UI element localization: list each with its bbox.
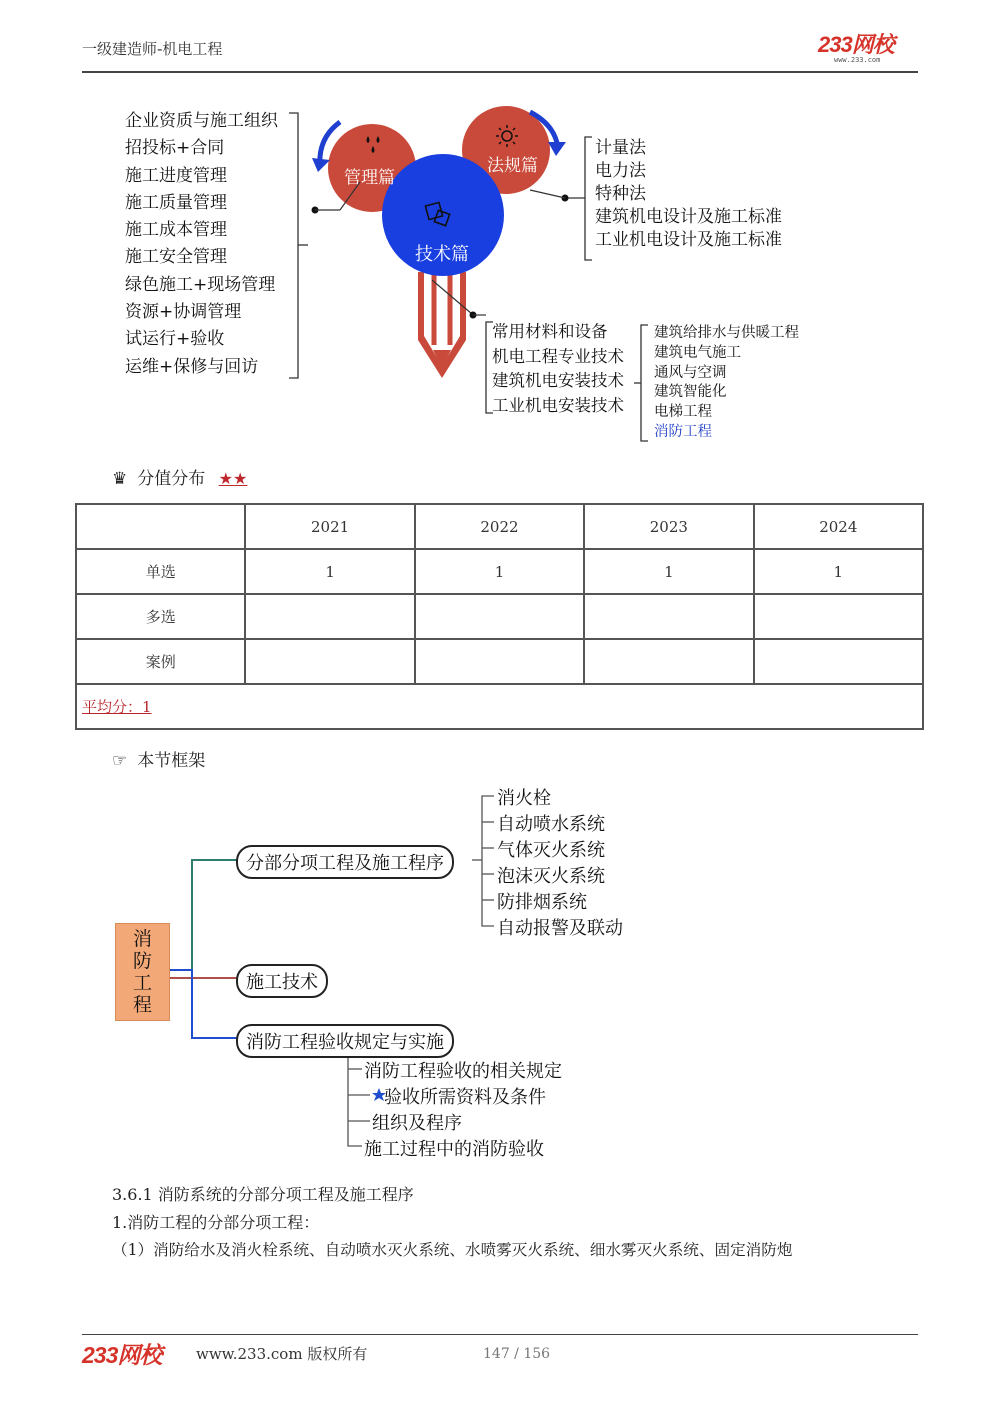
law-item: 电力法 — [595, 161, 646, 181]
management-item: 施工成本管理 — [125, 220, 227, 241]
header-title: 一级建造师-机电工程 — [82, 40, 223, 58]
logo-text: 233网校 — [818, 32, 894, 57]
crown-icon: ♛ — [112, 469, 128, 489]
list-item: 施工过程中的消防验收 — [364, 1139, 544, 1160]
logo-url: www.233.com — [834, 56, 881, 64]
management-item: 企业资质与施工组织 — [125, 111, 278, 131]
table-cell: 1 — [415, 549, 584, 594]
mindmap-root-label: 消防工程 — [132, 928, 152, 1016]
table-corner-cell — [76, 504, 245, 549]
list-item: 防排烟系统 — [497, 892, 587, 913]
score-section-heading — [112, 464, 247, 489]
list-item: 自动报警及联动 — [497, 918, 623, 939]
footer-logo: 233网校 — [82, 1342, 162, 1368]
law-item: 建筑机电设计及施工标准 — [595, 207, 782, 227]
page-number: 147 / 156 — [483, 1346, 551, 1362]
law-list — [595, 137, 782, 252]
law-item: 计量法 — [595, 138, 646, 158]
management-item: 招投标+合同 — [125, 138, 225, 159]
table-year-cell: 2024 — [754, 504, 923, 549]
law-item: 特种法 — [595, 184, 646, 204]
pointing-hand-icon: ☞ — [112, 751, 128, 771]
table-cell — [245, 639, 414, 684]
tech-sub-item: 电梯工程 — [654, 404, 712, 421]
tech-sub-item: 建筑电气施工 — [654, 344, 741, 361]
framework-section-label: 本节框架 — [137, 751, 206, 771]
tech-sub-item-highlight: 消防工程 — [654, 423, 712, 440]
mindmap-root — [115, 923, 170, 1021]
table-row-label: 案例 — [76, 639, 245, 684]
paragraph-line: （1）消防给水及消火栓系统、自动喷水灭火系统、水喷雾灭火系统、细水雾灭火系统、固定消防炮 — [112, 1241, 793, 1259]
management-item: 试运行+验收 — [125, 329, 225, 350]
table-row — [76, 639, 923, 684]
score-section-label: 分值分布 — [137, 469, 206, 489]
management-item: 资源+协调管理 — [125, 302, 242, 323]
management-item: 运维+保修与回访 — [125, 356, 259, 377]
table-cell: 1 — [754, 549, 923, 594]
list-item: 自动喷水系统 — [497, 814, 605, 835]
table-year-cell: 2021 — [245, 504, 414, 549]
table-row — [76, 594, 923, 639]
average-score: 平均分：1 — [76, 684, 923, 729]
table-row — [76, 549, 923, 594]
tech-sub-item: 通风与空调 — [654, 364, 727, 381]
mindmap-branch-1: 分部分项工程及施工程序 — [236, 845, 454, 879]
footer-site: www.233.com 版权所有 — [196, 1345, 368, 1363]
branch1-list — [497, 784, 623, 940]
section-heading: 3.6.1 消防系统的分部分项工程及施工程序 — [112, 1185, 414, 1204]
list-item: 气体灭火系统 — [497, 840, 605, 861]
management-item: 施工进度管理 — [125, 165, 227, 186]
table-cell: 1 — [245, 549, 414, 594]
list-item: 消防工程验收的相关规定 — [364, 1061, 562, 1082]
table-cell — [754, 594, 923, 639]
tech-item: 工业机电安装技术 — [492, 395, 624, 415]
table-row-label: 单选 — [76, 549, 245, 594]
list-item: 验收所需资料及条件 — [384, 1087, 546, 1108]
table-year-cell: 2022 — [415, 504, 584, 549]
law-item: 工业机电设计及施工标准 — [595, 230, 782, 250]
tech-list — [492, 320, 624, 418]
mindmap-branch-2: 施工技术 — [236, 964, 328, 998]
tech-sub-list — [654, 324, 799, 443]
table-year-cell: 2023 — [584, 504, 753, 549]
list-item: 泡沫灭火系统 — [497, 866, 605, 887]
list-item: 组织及程序 — [372, 1113, 462, 1134]
management-item: 绿色施工+现场管理 — [125, 274, 276, 295]
table-cell: 1 — [584, 549, 753, 594]
table-cell — [754, 639, 923, 684]
tech-sub-item: 建筑智能化 — [654, 384, 727, 401]
circle-law-label: 法规篇 — [487, 156, 538, 176]
branch3-list — [364, 1057, 562, 1161]
tech-item: 机电工程专业技术 — [492, 346, 624, 366]
framework-section-heading — [112, 746, 205, 771]
tech-item: 建筑机电安装技术 — [492, 371, 624, 390]
paragraph-line: 1.消防工程的分部分项工程： — [112, 1213, 320, 1232]
circle-management-label: 管理篇 — [344, 168, 395, 188]
table-cell — [245, 594, 414, 639]
list-item: 消火栓 — [497, 788, 551, 809]
table-cell — [415, 594, 584, 639]
management-item: 施工质量管理 — [125, 192, 227, 213]
score-table — [75, 503, 924, 730]
mindmap-branch-3: 消防工程验收规定与实施 — [236, 1024, 454, 1058]
management-item: 施工安全管理 — [125, 247, 227, 268]
table-cell — [584, 594, 753, 639]
table-header-row — [76, 504, 923, 549]
tech-sub-item: 建筑给排水与供暖工程 — [654, 325, 799, 341]
table-cell — [584, 639, 753, 684]
table-cell — [415, 639, 584, 684]
table-average-row — [76, 684, 923, 729]
difficulty-stars: ★★ — [218, 469, 248, 488]
circle-tech-label: 技术篇 — [415, 244, 469, 265]
footer-rule — [82, 1334, 918, 1335]
table-row-label: 多选 — [76, 594, 245, 639]
tech-item: 常用材料和设备 — [492, 322, 608, 341]
